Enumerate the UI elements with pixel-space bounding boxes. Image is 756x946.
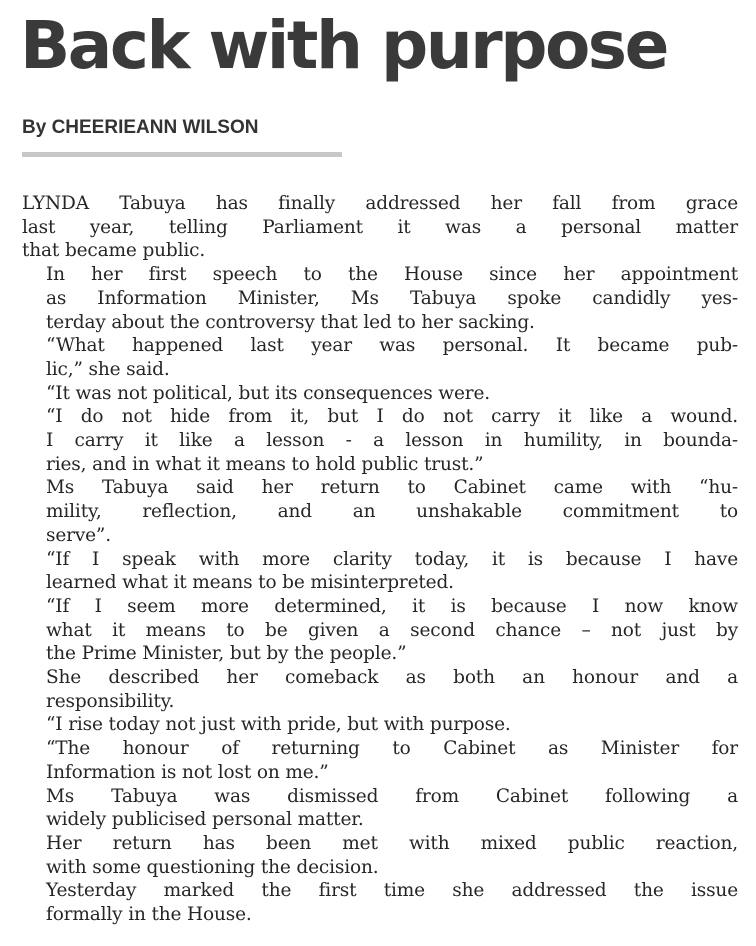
article-paragraph xyxy=(22,879,738,926)
article-line: ries, and in what it means to hold public trust.” xyxy=(46,453,484,475)
article-line: learned what it means to be misinterpreted. xyxy=(46,572,454,594)
article-paragraph xyxy=(22,548,738,595)
article-line: “I do not hide from it, but I do not carry it like a wound. xyxy=(46,406,738,428)
article-line: terday about the controversy that led to her sacking. xyxy=(46,311,535,333)
article-line: Yesterday marked the first time she addressed the issue xyxy=(46,880,738,902)
article-line: with some questioning the decision. xyxy=(46,856,379,878)
article-line: formally in the House. xyxy=(46,904,252,926)
article-line: as Information Minister, Ms Tabuya spoke candidly yes- xyxy=(46,287,738,309)
article-line: “I rise today not just with pride, but with purpose. xyxy=(46,714,511,736)
article-line: mility, reflection, and an unshakable commitment to xyxy=(46,501,738,523)
article-paragraph xyxy=(22,832,738,879)
article-line: last year, telling Parliament it was a personal matter xyxy=(22,216,738,238)
article-paragraph xyxy=(22,476,738,547)
article-line: “If I speak with more clarity today, it is because I have xyxy=(46,548,738,570)
article-line: Ms Tabuya said her return to Cabinet came with “hu- xyxy=(46,477,738,499)
article-line: Her return has been met with mixed public reaction, xyxy=(46,832,738,854)
article-line: “It was not political, but its consequences were. xyxy=(46,382,490,404)
article-paragraph xyxy=(22,382,738,406)
article-paragraph xyxy=(22,666,738,713)
article-paragraph xyxy=(22,737,738,784)
article-line: the Prime Minister, but by the people.” xyxy=(46,643,407,665)
article-line: LYNDA Tabuya has finally addressed her fall from grace xyxy=(22,193,738,214)
article-paragraph xyxy=(22,595,738,666)
article-paragraph xyxy=(22,334,738,381)
article-line: “The honour of returning to Cabinet as Minister for xyxy=(46,738,738,760)
article-line: I carry it like a lesson - a lesson in humility, in bounda- xyxy=(46,430,738,452)
article-line: widely publicised personal matter. xyxy=(46,809,364,831)
article-paragraph xyxy=(22,192,738,263)
article-paragraph xyxy=(22,713,738,737)
article-line: In her first speech to the House since her appointment xyxy=(46,264,738,286)
byline-divider xyxy=(22,152,342,157)
article-line: serve”. xyxy=(46,524,111,546)
headline: Back with purpose xyxy=(20,7,667,84)
article-line: Ms Tabuya was dismissed from Cabinet following a xyxy=(46,785,738,807)
article-line: what it means to be given a second chance – not just by xyxy=(46,619,738,641)
article-line: lic,” she said. xyxy=(46,358,170,380)
article-line: that became public. xyxy=(22,240,206,262)
article-paragraph xyxy=(22,263,738,334)
article-paragraph xyxy=(22,405,738,476)
article-line: She described her comeback as both an honour and a xyxy=(46,667,738,689)
article-line: “If I seem more determined, it is because I now know xyxy=(46,595,738,617)
article-paragraph xyxy=(22,785,738,832)
article-line: Information is not lost on me.” xyxy=(46,761,329,783)
byline: By CHEERIEANN WILSON xyxy=(22,117,259,138)
article-body xyxy=(22,192,738,927)
article-line: responsibility. xyxy=(46,690,175,712)
article-line: “What happened last year was personal. It became pub- xyxy=(46,335,738,357)
